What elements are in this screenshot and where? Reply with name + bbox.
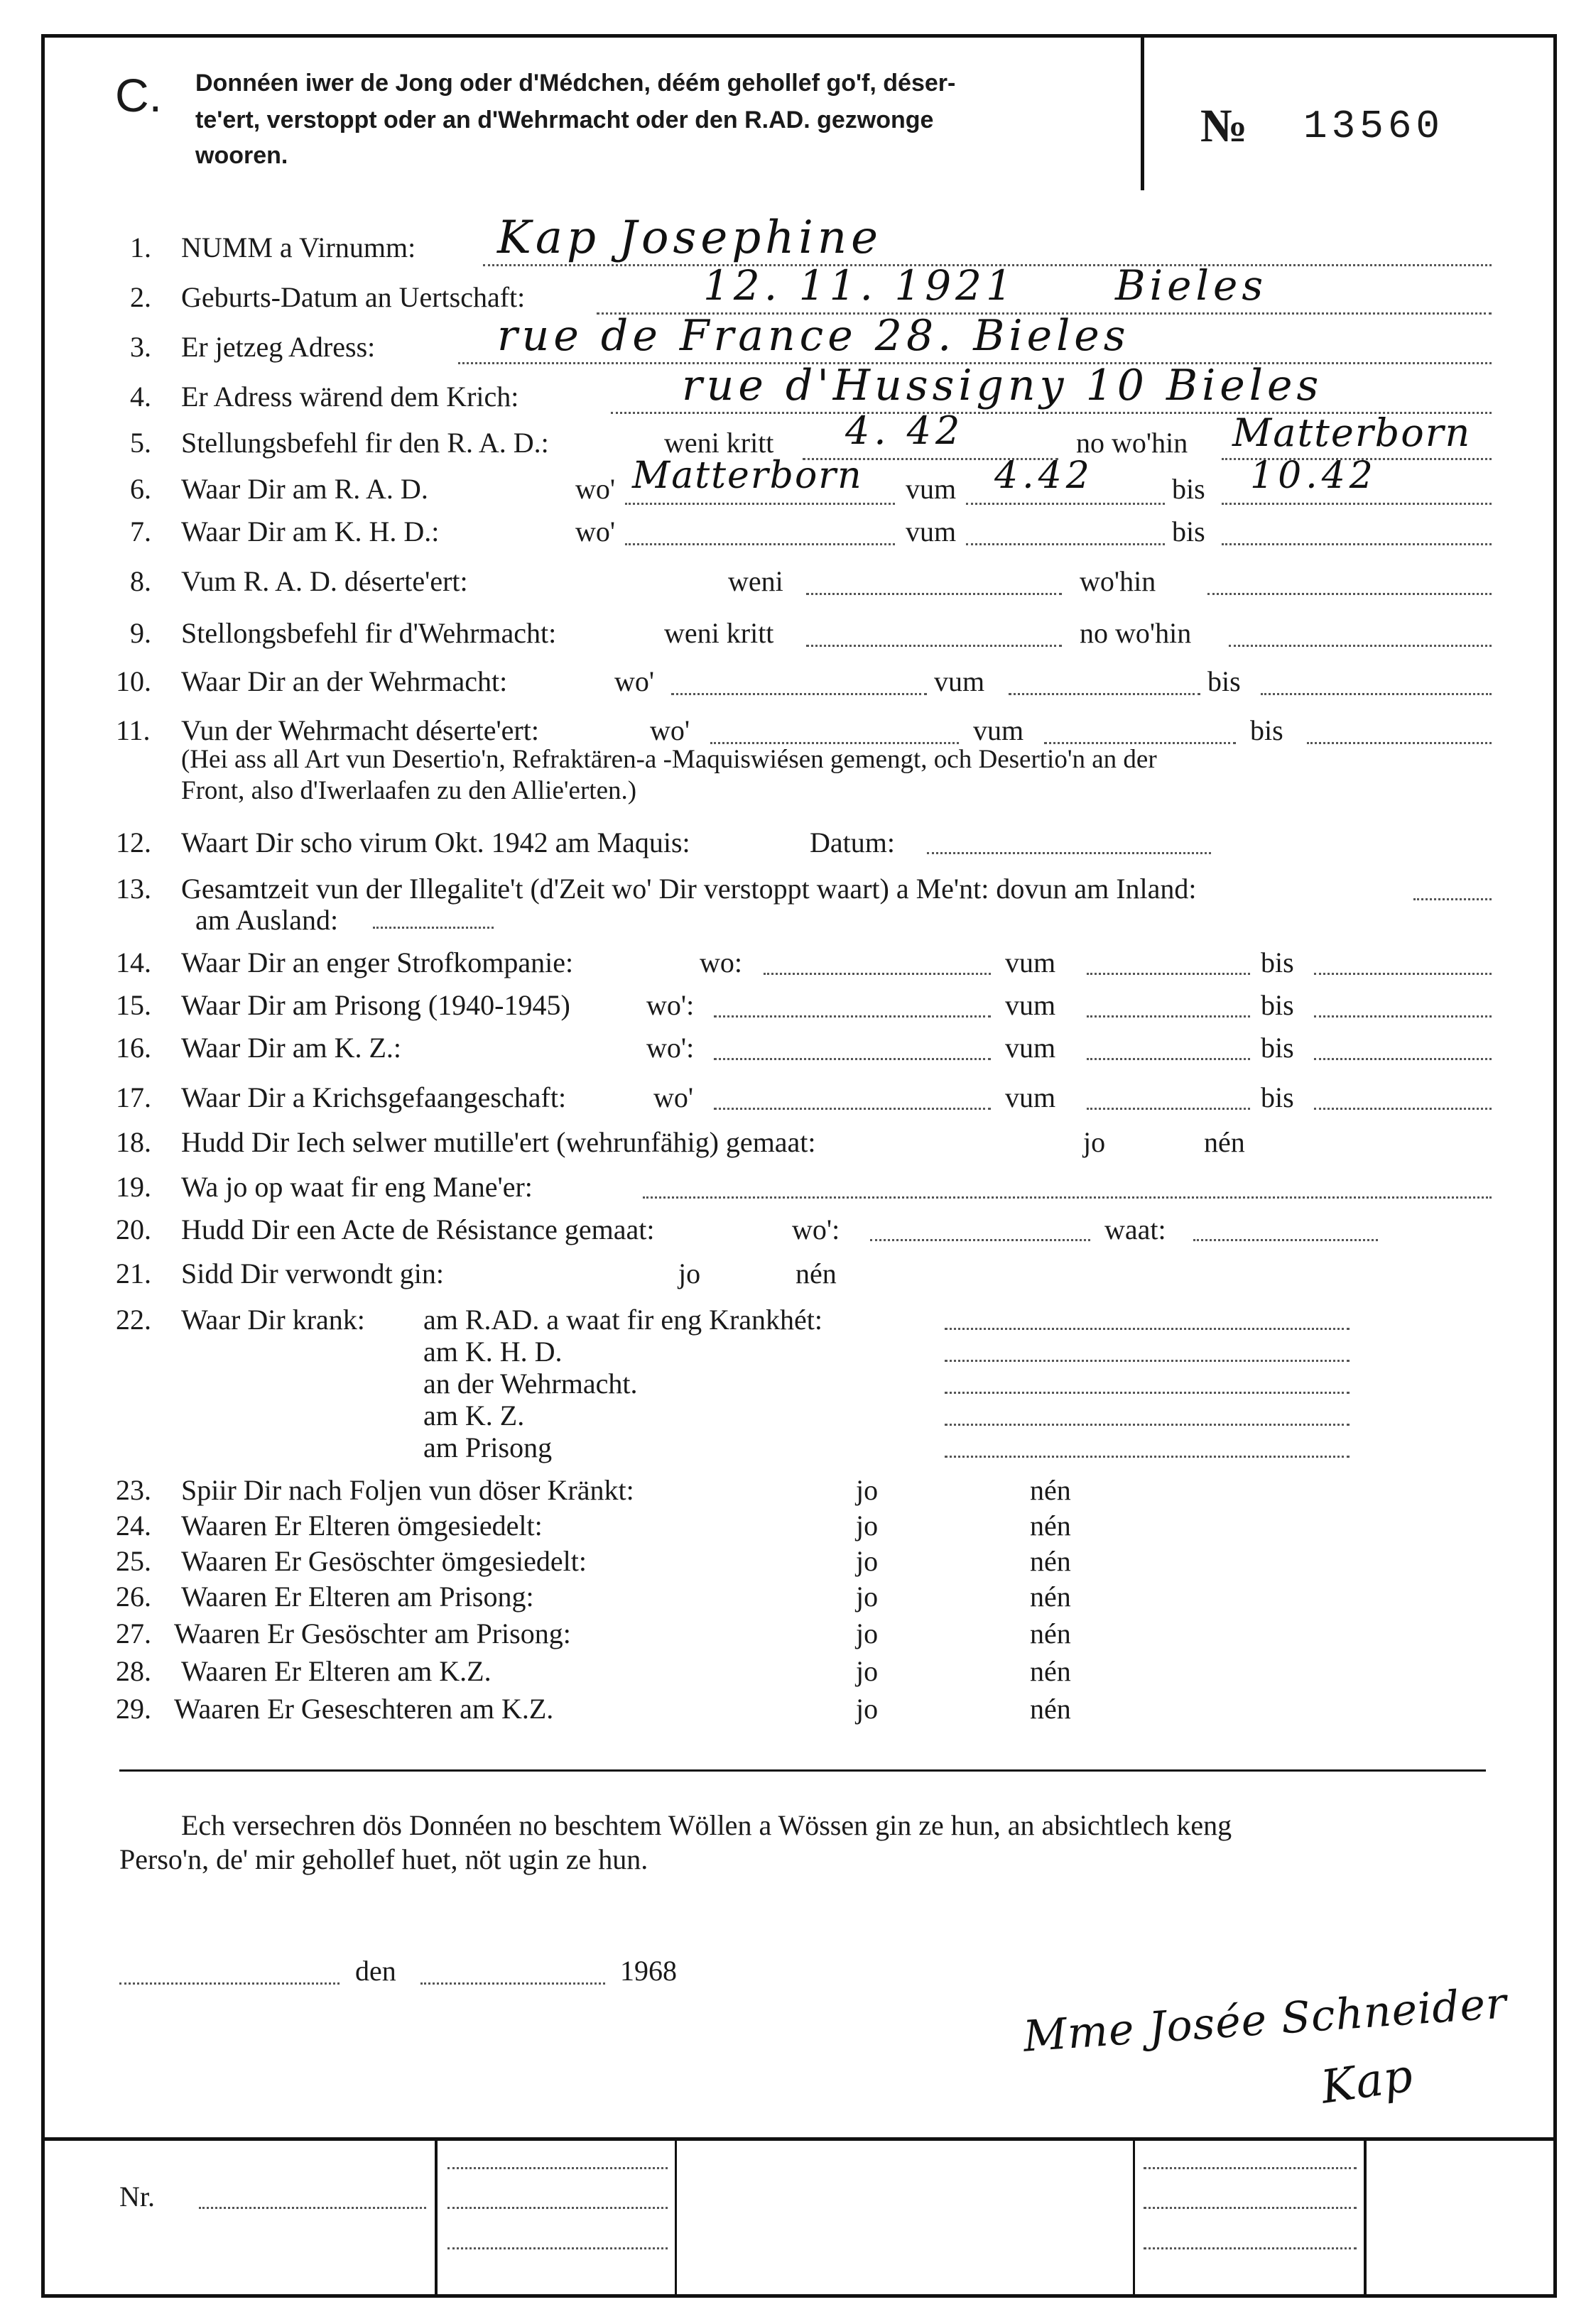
row-label: Er Adress wärend dem Krich: xyxy=(181,381,519,413)
header-title-1: Donnéen iwer de Jong oder d'Médchen, déém gehollef go'f, déser- xyxy=(195,70,956,97)
fill-line xyxy=(966,543,1165,545)
row-sub-label: am Prisong xyxy=(423,1431,553,1463)
row-label: Waar Dir am R. A. D. xyxy=(181,473,428,505)
row-number: 22. xyxy=(116,1304,151,1336)
row-label: Waar Dir am Prisong (1940-1945) xyxy=(181,989,570,1021)
row-number: 26. xyxy=(116,1581,151,1613)
row-number: 4. xyxy=(130,381,151,413)
bis-label: bis xyxy=(1172,473,1205,505)
row-number: 21. xyxy=(116,1258,151,1289)
footer-divider xyxy=(435,2137,438,2298)
fill-line xyxy=(1314,1015,1492,1018)
nen-option: nén xyxy=(1030,1693,1071,1725)
weni-label: weni kritt xyxy=(664,427,774,459)
row-number: 2. xyxy=(130,281,151,313)
wo-label: wo: xyxy=(700,946,742,978)
row-number: 14. xyxy=(116,946,151,978)
row-label: Vun der Wehrmacht déserte'ert: xyxy=(181,714,539,746)
row-label: Wa jo op waat fir eng Mane'er: xyxy=(181,1171,533,1203)
row-number: 10. xyxy=(116,665,151,697)
wo-label: wo': xyxy=(792,1213,840,1245)
fill-line xyxy=(1009,693,1200,695)
row-number: 20. xyxy=(116,1213,151,1245)
vum-label: vum xyxy=(1005,989,1056,1021)
fill-line xyxy=(927,852,1211,854)
row-sub-label: am R.AD. a waat fir eng Krankhét: xyxy=(423,1304,823,1336)
weni-label: weni kritt xyxy=(664,617,774,649)
row-number: 17. xyxy=(116,1081,151,1113)
header-title-2: te'ert, verstoppt oder an d'Wehrmacht oder den R.AD. gezwonge xyxy=(195,107,934,133)
row-label: Sidd Dir verwondt gin: xyxy=(181,1258,444,1289)
fill-line xyxy=(764,973,991,975)
nr-label: Nr. xyxy=(119,2181,155,2213)
number-symbol: № xyxy=(1200,100,1248,152)
fill-line xyxy=(1222,543,1492,545)
form-number: 13560 xyxy=(1303,104,1445,149)
row-label: Waaren Er Elteren am K.Z. xyxy=(181,1655,492,1687)
wohin-label: no wo'hin xyxy=(1076,427,1188,459)
wo-label: wo' xyxy=(653,1081,694,1113)
fill-line xyxy=(671,693,927,695)
fill-line xyxy=(625,503,895,505)
jo-option: jo xyxy=(856,1617,879,1649)
vum-label: vum xyxy=(1005,946,1056,978)
row-number: 11. xyxy=(116,714,151,746)
row-label: Gesamtzeit vun der Illegalite't (d'Zeit wo' Dir verstoppt waart) a Me'nt: dovun am Inland: xyxy=(181,873,1197,905)
handwritten-war-address: rue d'Hussigny 10 Bieles xyxy=(682,361,1323,410)
wo-label: wo' xyxy=(575,515,616,547)
year-label: 1968 xyxy=(620,1955,677,1987)
footer-fill-line xyxy=(1144,2207,1357,2209)
row-label: Er jetzeg Adress: xyxy=(181,331,376,363)
row-label: Stellungsbefehl fir den R. A. D.: xyxy=(181,427,549,459)
jo-option: jo xyxy=(856,1581,879,1613)
row-label: Waaren Er Gesöschter ömgesiedelt: xyxy=(181,1545,587,1577)
row-label: Waar Dir am K. Z.: xyxy=(181,1032,401,1064)
wohin-label: wo'hin xyxy=(1080,565,1156,597)
fill-line xyxy=(1314,973,1492,975)
footer-fill-line xyxy=(1144,2167,1357,2169)
footer-top-border xyxy=(41,2137,1557,2141)
row-label: Vum R. A. D. déserte'ert: xyxy=(181,565,468,597)
date-fill-line xyxy=(420,1982,605,1985)
fill-line xyxy=(806,645,1062,647)
row-note: Front, also d'Iwerlaafen zu den Allie'erten.) xyxy=(181,776,637,805)
row-number: 27. xyxy=(116,1617,151,1649)
jo-option: jo xyxy=(856,1545,879,1577)
row-label: Waar Dir am K. H. D.: xyxy=(181,515,440,547)
row-number: 7. xyxy=(130,515,151,547)
fill-line xyxy=(1087,1108,1250,1110)
row-label: Waar Dir an enger Strofkompanie: xyxy=(181,946,574,978)
header-divider-vertical xyxy=(1141,34,1144,190)
signature-name: Kap xyxy=(1318,2049,1417,2115)
fill-line xyxy=(1087,973,1250,975)
jo-option: jo xyxy=(856,1655,879,1687)
fill-line xyxy=(1087,1015,1250,1018)
row-label: Stellongsbefehl fir d'Wehrmacht: xyxy=(181,617,557,649)
fill-line xyxy=(1222,503,1492,505)
row-number: 9. xyxy=(130,617,151,649)
nen-option: nén xyxy=(1030,1510,1071,1542)
row-number: 15. xyxy=(116,989,151,1021)
bis-label: bis xyxy=(1250,714,1283,746)
fill-line xyxy=(966,503,1165,505)
handwritten-destination: Matterborn xyxy=(1232,410,1472,455)
wo-label: wo': xyxy=(646,1032,695,1064)
fill-line xyxy=(945,1456,1350,1458)
header-title-3: wooren. xyxy=(195,142,288,169)
nen-option: nén xyxy=(1030,1581,1071,1613)
handwritten-order-date: 4. 42 xyxy=(845,408,965,453)
vum-label: vum xyxy=(1005,1081,1056,1113)
row-number: 28. xyxy=(116,1655,151,1687)
nen-option: nén xyxy=(1204,1126,1245,1158)
handwritten-name: Kap Josephine xyxy=(497,212,882,264)
footer-fill-line xyxy=(447,2167,668,2169)
row-number: 12. xyxy=(116,827,151,858)
den-label: den xyxy=(355,1955,396,1987)
fill-line xyxy=(945,1392,1350,1394)
row-label: Hudd Dir Iech selwer mutille'ert (wehrunfähig) gemaat: xyxy=(181,1126,816,1158)
row-label: Waar Dir krank: xyxy=(181,1304,365,1336)
wohin-label: no wo'hin xyxy=(1080,617,1192,649)
date-fill-line xyxy=(119,1982,340,1985)
nen-option: nén xyxy=(1030,1474,1071,1506)
wo-label: wo' xyxy=(650,714,690,746)
row-number: 19. xyxy=(116,1171,151,1203)
footer-divider xyxy=(675,2137,677,2298)
row-number: 6. xyxy=(130,473,151,505)
row-label: Waar Dir a Krichsgefaangeschaft: xyxy=(181,1081,567,1113)
row-number: 29. xyxy=(116,1693,151,1725)
jo-option: jo xyxy=(856,1474,879,1506)
bis-label: bis xyxy=(1207,665,1241,697)
fill-line xyxy=(945,1328,1350,1330)
footer-divider xyxy=(1364,2137,1367,2298)
vum-label: vum xyxy=(934,665,985,697)
row-number: 25. xyxy=(116,1545,151,1577)
row-number: 13. xyxy=(116,873,151,905)
footer-fill-line xyxy=(1144,2247,1357,2249)
row-number: 23. xyxy=(116,1474,151,1506)
jo-option: jo xyxy=(856,1510,879,1542)
row-label: NUMM a Virnumm: xyxy=(181,231,416,263)
handwritten-rad-place: Matterborn xyxy=(632,454,863,497)
fill-line xyxy=(945,1360,1350,1362)
fill-line xyxy=(1413,898,1492,900)
fill-line xyxy=(1087,1058,1250,1060)
fill-line xyxy=(643,1196,1492,1199)
row-label: am Ausland: xyxy=(195,904,339,936)
row-sub-label: am K. Z. xyxy=(423,1400,525,1431)
bis-label: bis xyxy=(1261,1081,1294,1113)
section-divider xyxy=(119,1769,1486,1772)
vum-label: vum xyxy=(973,714,1024,746)
fill-line xyxy=(870,1239,1090,1241)
jo-option: jo xyxy=(856,1693,879,1725)
wo-label: wo': xyxy=(646,989,695,1021)
row-note: (Hei ass all Art vun Desertio'n, Refraktären-a -Maquiswiésen gemengt, och Desertio'n an der xyxy=(181,745,1157,774)
bis-label: bis xyxy=(1261,1032,1294,1064)
footer-fill-line xyxy=(447,2207,668,2209)
footer-fill-line xyxy=(447,2247,668,2249)
fill-line xyxy=(1307,742,1492,744)
fill-line xyxy=(1261,693,1492,695)
fill-line xyxy=(1193,1239,1378,1241)
row-number: 8. xyxy=(130,565,151,597)
row-number: 16. xyxy=(116,1032,151,1064)
row-sub-label: an der Wehrmacht. xyxy=(423,1368,638,1400)
bis-label: bis xyxy=(1172,515,1205,547)
row-label: Waart Dir scho virum Okt. 1942 am Maquis: xyxy=(181,827,690,858)
handwritten-rad-to: 10.42 xyxy=(1250,454,1377,497)
row-sub-label: am K. H. D. xyxy=(423,1336,563,1368)
nen-option: nén xyxy=(1030,1617,1071,1649)
row-label: Hudd Dir een Acte de Résistance gemaat: xyxy=(181,1213,655,1245)
bis-label: bis xyxy=(1261,946,1294,978)
row-label: Waaren Er Geseschteren am K.Z. xyxy=(174,1693,554,1725)
signature: Mme Josée Schneider xyxy=(1021,1978,1509,2062)
handwritten-birthdate: 12. 11. 1921 xyxy=(703,261,1016,310)
vum-label: vum xyxy=(1005,1032,1056,1064)
fill-line xyxy=(373,927,494,929)
fill-line xyxy=(1229,645,1492,647)
fill-line xyxy=(714,1058,991,1060)
weni-label: weni xyxy=(728,565,783,597)
nr-fill-line xyxy=(199,2207,426,2209)
waat-label: waat: xyxy=(1104,1213,1166,1245)
datum-label: Datum: xyxy=(810,827,895,858)
vum-label: vum xyxy=(906,473,957,505)
nen-option: nén xyxy=(796,1258,837,1289)
fill-line xyxy=(625,543,895,545)
row-label: Waar Dir an der Wehrmacht: xyxy=(181,665,508,697)
fill-line xyxy=(1314,1058,1492,1060)
row-number: 3. xyxy=(130,331,151,363)
handwritten-current-address: rue de France 28. Bieles xyxy=(497,311,1130,361)
handwritten-rad-from: 4.42 xyxy=(994,454,1094,497)
row-number: 18. xyxy=(116,1126,151,1158)
row-label: Waaren Er Gesöschter am Prisong: xyxy=(174,1617,571,1649)
section-letter: C. xyxy=(115,69,162,121)
nen-option: nén xyxy=(1030,1655,1071,1687)
wo-label: wo' xyxy=(575,473,616,505)
fill-line xyxy=(806,593,1062,595)
fill-line xyxy=(1207,593,1492,595)
jo-option: jo xyxy=(678,1258,701,1289)
fill-line xyxy=(714,1108,991,1110)
row-number: 5. xyxy=(130,427,151,459)
row-label: Geburts-Datum an Uertschaft: xyxy=(181,281,526,313)
nen-option: nén xyxy=(1030,1545,1071,1577)
fill-line xyxy=(945,1424,1350,1426)
jo-option: jo xyxy=(1083,1126,1106,1158)
wo-label: wo' xyxy=(614,665,655,697)
fill-line xyxy=(714,1015,991,1018)
vum-label: vum xyxy=(906,515,957,547)
bis-label: bis xyxy=(1261,989,1294,1021)
declaration-text: Perso'n, de' mir gehollef huet, nöt ugin ze hun. xyxy=(119,1843,648,1875)
footer-divider xyxy=(1133,2137,1135,2298)
row-label: Waaren Er Elteren am Prisong: xyxy=(181,1581,534,1613)
row-number: 24. xyxy=(116,1510,151,1542)
row-label: Waaren Er Elteren ömgesiedelt: xyxy=(181,1510,543,1542)
declaration-text: Ech versechren dös Donnéen no beschtem Wöllen a Wössen gin ze hun, an absichtlech keng xyxy=(181,1809,1232,1841)
fill-line xyxy=(1314,1108,1492,1110)
handwritten-birthplace: Bieles xyxy=(1115,261,1268,310)
row-number: 1. xyxy=(130,231,151,263)
row-label: Spiir Dir nach Foljen vun döser Kränkt: xyxy=(181,1474,634,1506)
